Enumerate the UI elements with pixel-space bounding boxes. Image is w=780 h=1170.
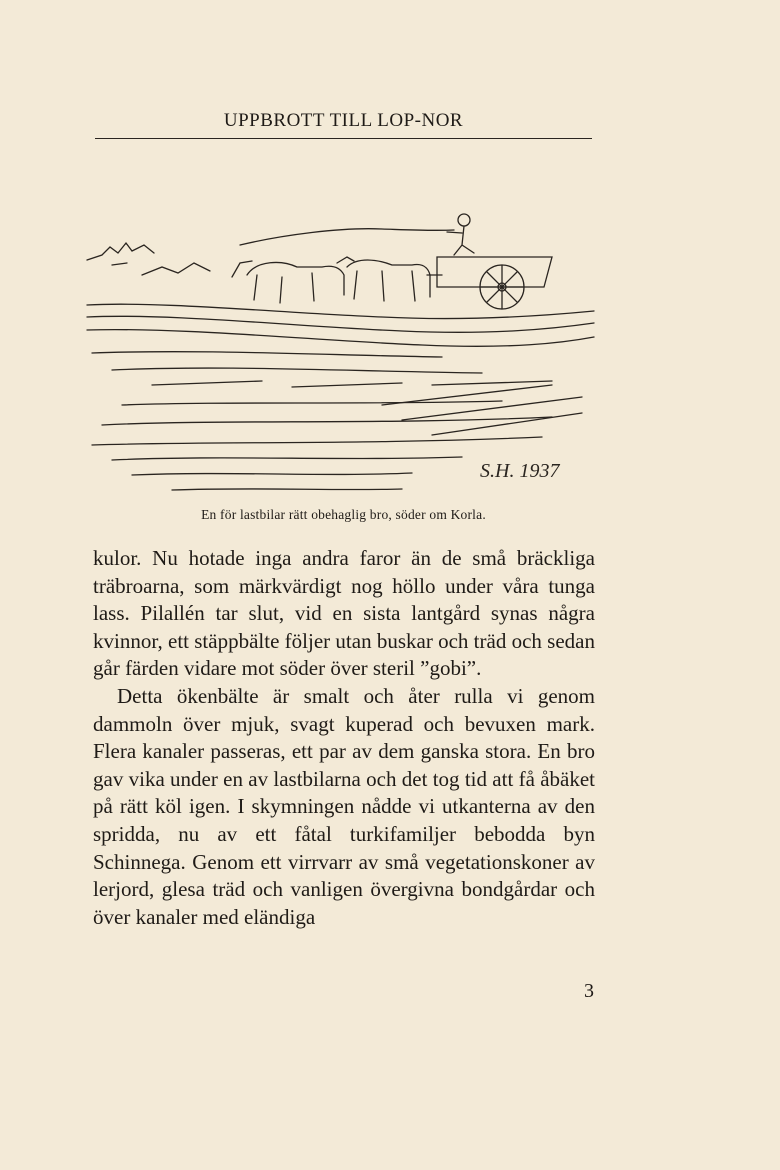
- scrub-left: [87, 243, 210, 275]
- horses: [232, 257, 430, 303]
- whip-line: [240, 229, 454, 245]
- bridge: [87, 304, 594, 346]
- running-header: UPPBROTT TILL LOP-NOR: [223, 110, 464, 131]
- paragraph-1: kulor. Nu hotade inga andra faror än de små bräckliga träbroarna, som märkvärdigt nog höllo under våra tunga lass. Pilallén tar slut, vid en sista lantgård synas några kvinnor, ett stäppbälte följer utan buskar och träd och sedan går färden vidare mot söder över steril ”gobi”.: [93, 546, 595, 681]
- body-text: [93, 545, 595, 931]
- figure-caption: En för lastbilar rätt obehaglig bro, söder om Korla.: [201, 507, 486, 522]
- cart: [427, 257, 552, 309]
- header-rule: [95, 138, 592, 139]
- illustration: [82, 205, 597, 505]
- page-number: 3: [584, 980, 594, 1002]
- paragraph-2: Detta ökenbälte är smalt och åter rulla vi genom dammoln över mjuk, svagt kuperad och bevuxen mark. Flera kanaler passeras, ett par av dem ganska stora. En bro gav vika under en av lastbilarna och det tog tid att få åbäket på rätt köl igen. I skymningen nådde vi utkanterna av den spridda, nu av ett fåtal turkifamiljer bebodda byn Schinnega. Genom ett virrvarr av små vegetationskoner av lerjord, glesa träd och vanligen övergivna bondgårdar och över kanaler med eländiga: [93, 683, 595, 929]
- driver: [447, 214, 474, 255]
- illustration-signature: S.H. 1937: [480, 460, 560, 482]
